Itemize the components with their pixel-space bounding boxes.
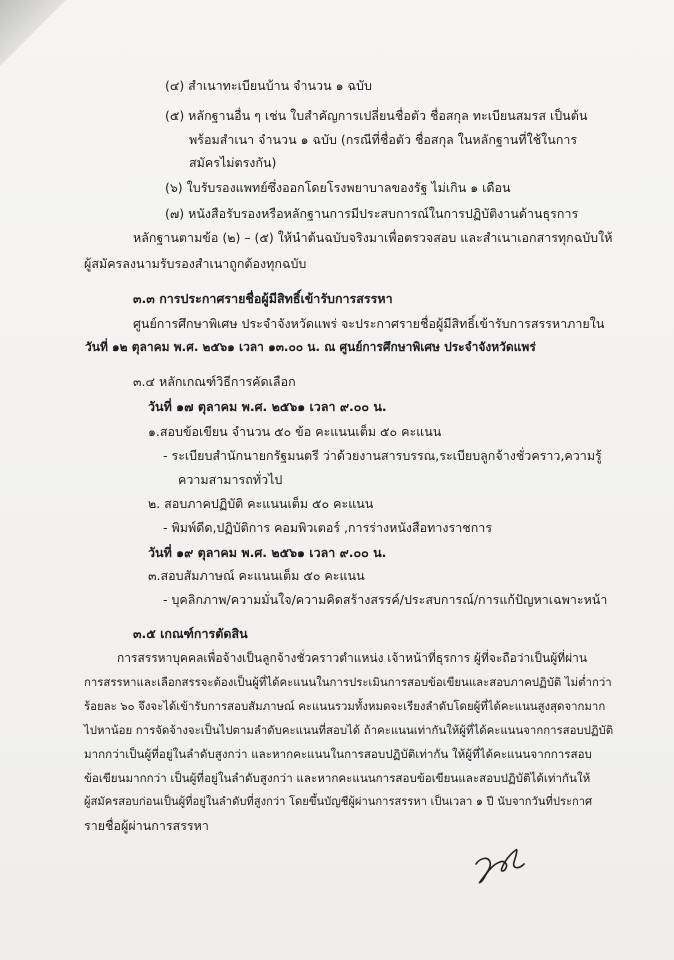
section-3-5-heading: ๓.๕ เกณฑ์การตัดสิน [133,626,248,641]
section-3-4-item-1: ๑.สอบข้อเขียน จำนวน ๕๐ ข้อ คะแนนเต็ม ๕๐ คะแนน [148,424,442,439]
section-3-5-line-4: ไปหาน้อย การจัดจ้างจะเป็นไปตามลำดับคะแนนที่สอบได้ ถ้าคะแนนเท่ากันให้ผู้ที่ได้คะแนนจากการสอบปฏิบัติ [84,723,614,737]
note-line-2: ผู้สมัครลงนามรับรองสำเนาถูกต้องทุกฉบับ [84,256,307,271]
section-3-4-item-3: ๓.สอบสัมภาษณ์ คะแนนเต็ม ๕๐ คะแนน [148,568,365,583]
section-3-4-item-2: ๒. สอบภาคปฏิบัติ คะแนนเต็ม ๕๐ คะแนน [148,496,374,511]
section-3-4-date-2: วันที่ ๑๙ ตุลาคม พ.ศ. ๒๕๖๑ เวลา ๙.๐๐ น. [148,545,387,560]
section-3-5-line-5: มากกว่าเป็นผู้ที่อยู่ในลำดับสูงกว่า และหากคะแนนในการสอบปฏิบัติเท่ากัน ให้ผู้ที่ได้คะแนนจากการสอบ [84,747,592,761]
section-3-4-item-2-sub: - พิมพ์ดีด,ปฏิบัติการ คอมพิวเตอร์ ,การร่างหนังสือทางราชการ [163,520,493,535]
doc-item-4: (๔) สำเนาทะเบียนบ้าน จำนวน ๑ ฉบับ [165,78,372,93]
doc-item-6: (๖) ใบรับรองแพทย์ซึ่งออกโดยโรงพยาบาลของรัฐ ไม่เกิน ๑ เดือน [165,180,511,195]
section-3-5-line-3: ร้อยละ ๖๐ จึงจะได้เข้ารับการสอบสัมภาษณ์ คะแนนรวมทั้งหมดจะเรียงลำดับโดยผู้ที่ได้คะแนนสูงสุดจากมาก [84,699,606,713]
section-3-4-date-1: วันที่ ๑๗ ตุลาคม พ.ศ. ๒๕๖๑ เวลา ๙.๐๐ น. [148,399,387,414]
note-line-1: หลักฐานตามข้อ (๒) – (๕) ให้นำต้นฉบับจริงมาเพื่อตรวจสอบ และสำเนาเอกสารทุกฉบับให้ [133,230,613,245]
section-3-4-item-1-sub-2: ความสามารถทั่วไป [178,472,283,487]
section-3-3-heading: ๓.๓ การประกาศรายชื่อผู้มีสิทธิ์เข้ารับการสรรหา [133,291,393,306]
section-3-5-line-6: ข้อเขียนมากกว่า เป็นผู้ที่อยู่ในลำดับสูงกว่า และหากคะแนนการสอบข้อเขียนและสอบปฏิบัติได้เท่ากันให้ [84,771,591,785]
section-3-3-line-2: วันที่ ๑๒ ตุลาคม พ.ศ. ๒๕๖๑ เวลา ๑๓.๐๐ น. ณ ศูนย์การศึกษาพิเศษ ประจำจังหวัดแพร่ [85,340,536,354]
doc-item-7: (๗) หนังสือรับรองหรือหลักฐานการมีประสบการณ์ในการปฏิบัติงานด้านธุรการ [165,206,579,221]
section-3-4-heading: ๓.๔ หลักเกณฑ์วิธีการคัดเลือก [133,374,296,389]
section-3-5-line-2: การสรรหาและเลือกสรรจะต้องเป็นผู้ที่ได้คะแนนในการประเมินการสอบข้อเขียนและสอบภาคปฏิบัติ ไม่ต่ำกว่า [84,675,612,689]
handwritten-signature [470,838,540,888]
section-3-5-line-1: การสรรหาบุคคลเพื่อจ้างเป็นลูกจ้างชั่วคราวตำแหน่ง เจ้าหน้าที่ธุรการ ผู้ที่จะถือว่าเป็นผู้ที่ผ่าน [117,651,588,665]
section-3-4-item-1-sub-1: - ระเบียบสำนักนายกรัฐมนตรี ว่าด้วยงานสารบรรณ,ระเบียบลูกจ้างชั่วคราว,ความรู้ [163,448,602,463]
page-corner-shadow [0,0,80,76]
doc-item-5: (๕) หลักฐานอื่น ๆ เช่น ใบสำคัญการเปลี่ยนชื่อตัว ชื่อสกุล ทะเบียนสมรส เป็นต้น [165,108,588,123]
doc-item-5-cont: พร้อมสำเนา จำนวน ๑ ฉบับ (กรณีที่ชื่อตัว ชื่อสกุล ในหลักฐานที่ใช้ในการ [189,132,578,147]
section-3-4-item-3-sub: - บุคลิกภาพ/ความมั่นใจ/ความคิดสร้างสรรค์/ประสบการณ์/การแก้ปัญหาเฉพาะหน้า [163,592,608,607]
section-3-5-line-8: รายชื่อผู้ผ่านการสรรหา [84,818,209,833]
section-3-5-line-7: ผู้สมัครสอบก่อนเป็นผู้ที่อยู่ในลำดับที่สูงกว่า โดยขึ้นบัญชีผู้ผ่านการสรรหา เป็นเวลา ๑ ปี นับจากวันที่ประกาศ [84,795,593,808]
section-3-3-line-1: ศูนย์การศึกษาพิเศษ ประจำจังหวัดแพร่ จะประกาศรายชื่อผู้มีสิทธิ์เข้ารับการสรรหาภายใน [133,316,605,331]
doc-item-5-cont2: สมัครไม่ตรงกัน) [189,155,277,170]
